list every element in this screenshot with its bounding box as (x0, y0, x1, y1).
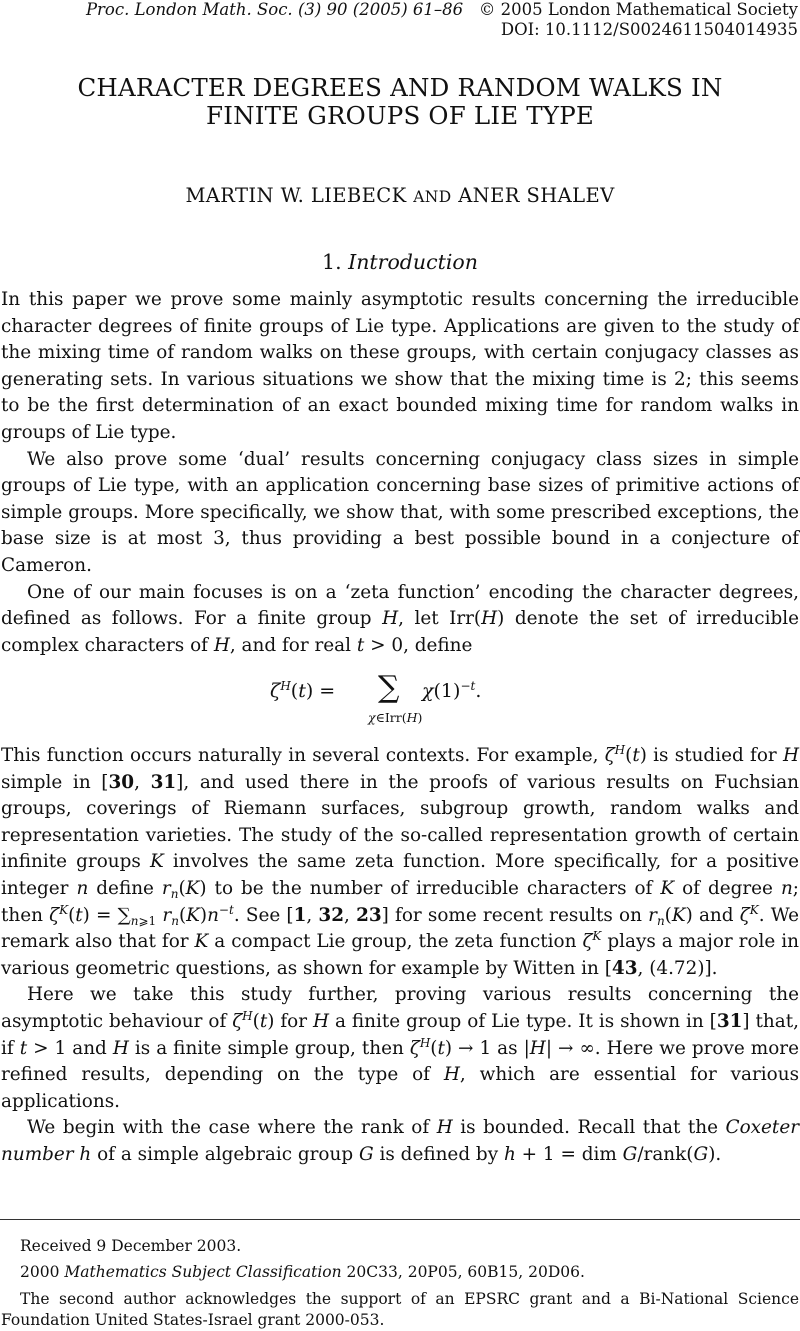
msc-year: 2000 (20, 1263, 60, 1281)
paragraph-6: We begin with the case where the rank of H is bounded. Recall that the Coxeter number h of a simple algebraic group G is defined by h + 1 = dim G/rank(G). (1, 1117, 799, 1165)
journal-header (86, 0, 798, 20)
body-text-top (1, 287, 799, 659)
paragraph-3: One of our main focuses is on a ‘zeta function’ encoding the character degrees, defined as follows. For a finite group H, let Irr(H) denote the set of irreducible complex characters of H, and for real t > 0, define (1, 581, 799, 656)
author-2: ANER SHALEV (458, 184, 615, 207)
doi-line: DOI: 10.1112/S0024611504014935 (500, 20, 798, 39)
section-heading (0, 250, 800, 274)
title-line-1: CHARACTER DEGREES AND RANDOM WALKS IN (77, 73, 723, 102)
acknowledgement: The second author acknowledges the support of an EPSRC grant and a Bi-National Science Foundation United States-Israel grant 2000-053. (1, 1290, 799, 1329)
subject-classification (20, 1262, 585, 1283)
copyright-line: © 2005 London Mathematical Society (478, 0, 798, 19)
body-text-bottom (1, 743, 799, 1169)
footnote-rule (0, 1219, 800, 1220)
author-1: MARTIN W. LIEBECK (185, 184, 407, 207)
received-date: Received 9 December 2003. (20, 1237, 242, 1255)
msc-title: Mathematics Subject Classification (64, 1263, 342, 1281)
section-title: Introduction (348, 250, 478, 274)
paper-title (0, 74, 800, 130)
paragraph-5: Here we take this study further, proving various results concerning the asymptotic behaviour of $\zeta^H(t)$ for H a finite group of Lie type. It is shown in [31] that, if t > 1 and H is a finite simple group, then $\zeta^H(t) \to 1$ as |H| → ∞. Here we prove more refined results, depending on the type of H, which are essential for various applications. (1, 984, 800, 1112)
zeta-function-equation: $\zeta^H(t)$ = ∑ $\chi(1)^{-t}$. χ∈Irr(H) (270, 670, 482, 725)
section-number: 1. (322, 250, 342, 274)
title-line-2: FINITE GROUPS OF LIE TYPE (206, 101, 594, 130)
author-line (0, 184, 800, 207)
author-conjunction: AND (413, 188, 452, 206)
paragraph-2: We also prove some ‘dual’ results concerning conjugacy class sizes in simple groups of Lie type, with an application concerning base sizes of primitive actions of simple groups. More specifically, we show that, with some prescribed exceptions, the base size is at most 3, thus providing a best possible bound in a conjecture of Cameron. (1, 448, 799, 576)
paragraph-4: This function occurs naturally in several contexts. For example, $\zeta^H(t)$ is studied for H simple in [30, 31], and used there in the proofs of various results on Fuchsian groups, coverings of Riemann surfaces, subgroup growth, random walks and representation varieties. The study of the so-called representation growth of certain infinite groups K involves the same zeta function. More specifically, for a positive integer n define $r_n(K)$ to be the number of irreducible characters of K of degree n; then $\zeta^K(t) = \sum_{n⩾1}$ $r_n(K)n^{-t}$. See [1, 32, 23] for some recent results on $r_n(K)$ and $\zeta^K$. We remark also that for K a compact Lie group, the zeta function $\zeta^K$ plays a major role in various geometric questions, as shown for example by Witten in [43, (4.72)]. (1, 743, 800, 979)
journal-name: Proc. London Math. Soc. (85, 0, 293, 19)
paragraph-1: In this paper we prove some mainly asymptotic results concerning the irreducible character degrees of finite groups of Lie type. Applications are given to the study of the mixing time of random walks on these groups, with certain conjugacy classes as generating sets. In various situations we show that the mixing time is 2; this seems to be the first determination of an exact bounded mixing time for random walks in groups of Lie type. (1, 289, 799, 443)
msc-codes: 20C33, 20P05, 60B15, 20D06. (346, 1263, 585, 1281)
journal-citation: (3) 90 (2005) 61–86 (297, 0, 464, 19)
